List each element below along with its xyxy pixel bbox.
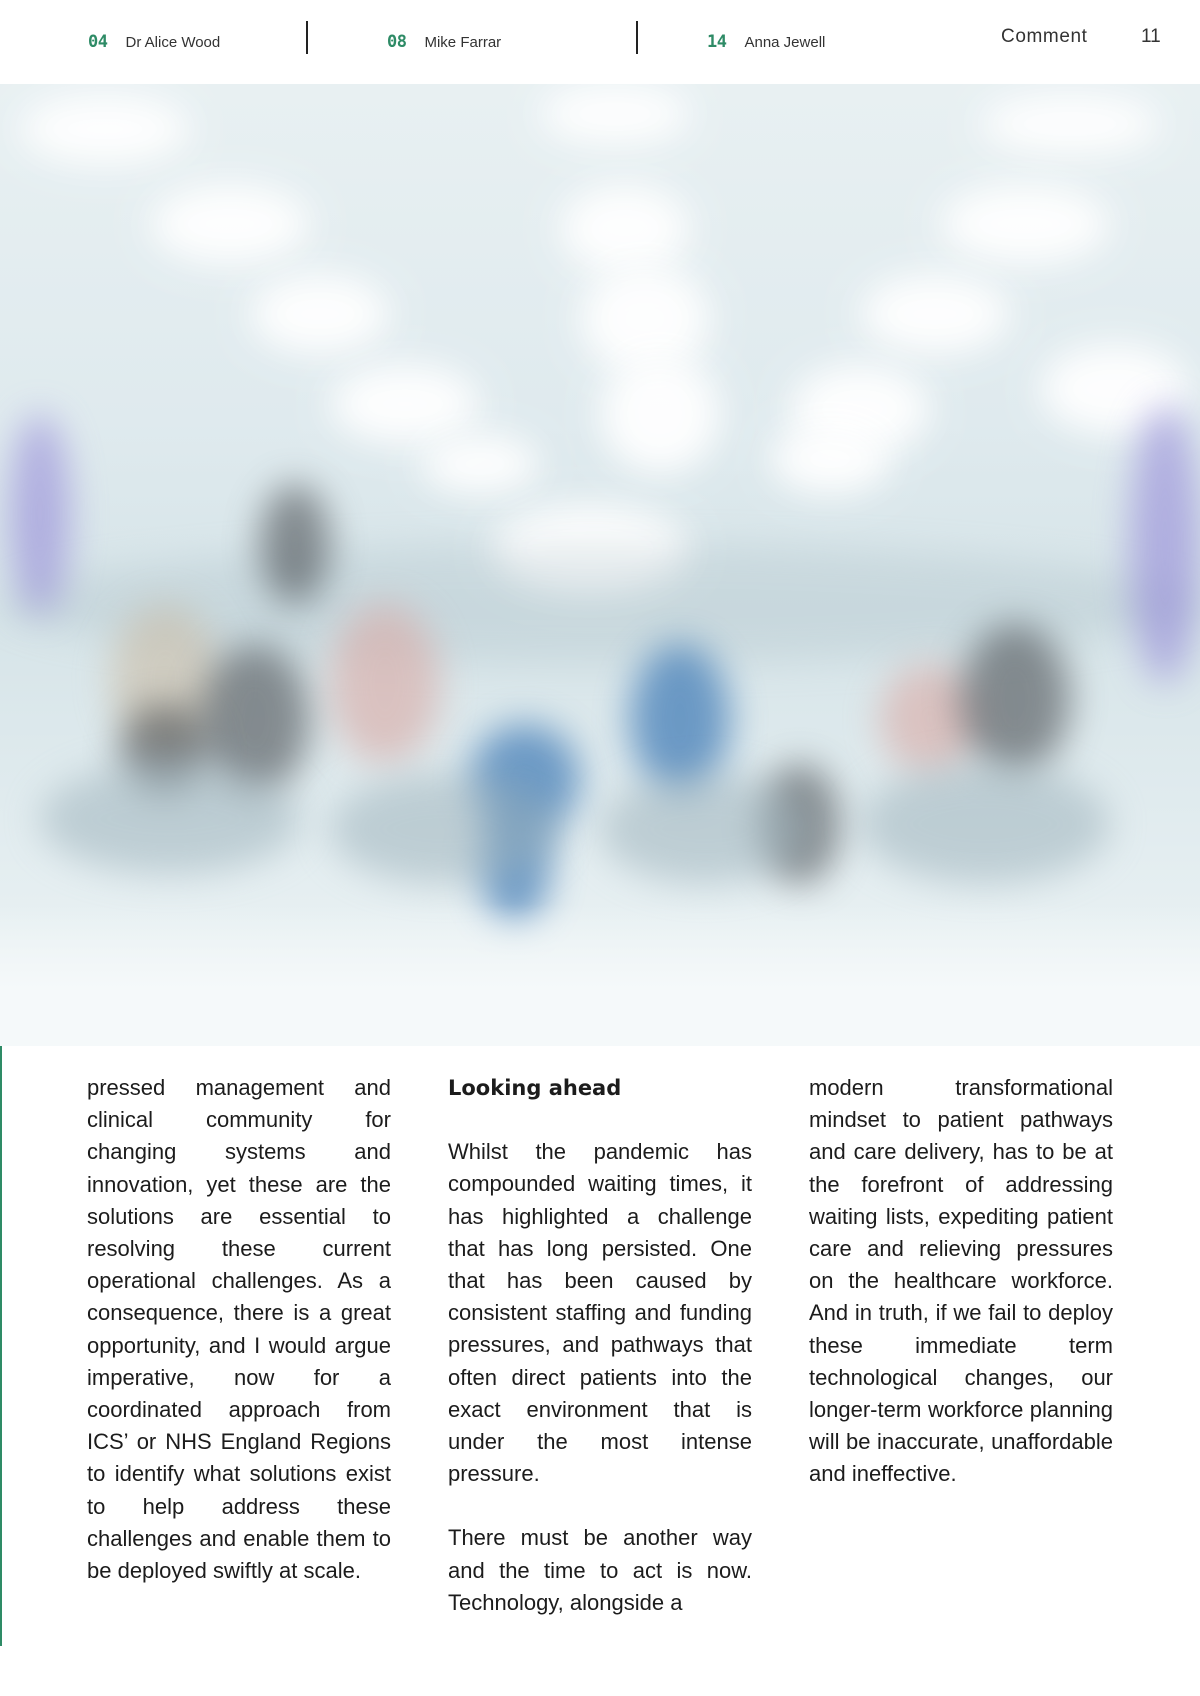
paragraph: Whilst the pandemic has compounded waiting times, it has highlighted a challenge that has long persisted. One that has been caused by consistent staffing and funding pressures, and pathways that often direct patients into the exact environment that is under the most intense pressure. <box>448 1139 752 1487</box>
article-column-2 <box>448 1072 752 1619</box>
paragraph: pressed management and clinical community for changing systems and innovation, yet these are the solutions are essential to resolving these current operational challenges. As a consequence, there is a great opportunity, and I would argue imperative, now for a coordinated approach from ICS’ or NHS England Regions to identify what solutions exist to help address these challenges and enable them to be deployed swiftly at scale. <box>87 1075 391 1584</box>
page-header <box>0 0 1200 84</box>
nav-link-anna-jewell[interactable] <box>707 32 825 52</box>
nav-author-name: Mike Farrar <box>424 34 502 51</box>
nav-divider <box>636 21 638 54</box>
nav-number: 14 <box>707 32 727 52</box>
nav-divider <box>306 21 308 54</box>
article-column-3 <box>809 1072 1113 1491</box>
hero-image <box>0 84 1200 1046</box>
nav-number: 04 <box>88 32 108 52</box>
nav-link-mike-farrar[interactable] <box>387 32 501 52</box>
article-column-1 <box>87 1072 391 1587</box>
section-label: Comment <box>1001 26 1088 47</box>
paragraph: modern transformational mindset to patient pathways and care delivery, has to be at the forefront of addressing waiting lists, expediting patient care and relieving pressures on the healthcare workforce. And in truth, if we fail to deploy these immediate term technological changes, our longer-term workforce planning will be inaccurate, unaffordable and ineffective. <box>809 1075 1113 1487</box>
section-heading: Looking ahead <box>448 1076 622 1100</box>
page-number: 11 <box>1141 26 1161 47</box>
nav-author-name: Anna Jewell <box>744 34 826 51</box>
nav-author-name: Dr Alice Wood <box>125 34 221 51</box>
paragraph: There must be another way and the time to act is now. Technology, alongside a <box>448 1525 752 1615</box>
nav-link-alice-wood[interactable] <box>88 32 220 52</box>
accent-rule <box>0 1046 2 1646</box>
nav-number: 08 <box>387 32 407 52</box>
